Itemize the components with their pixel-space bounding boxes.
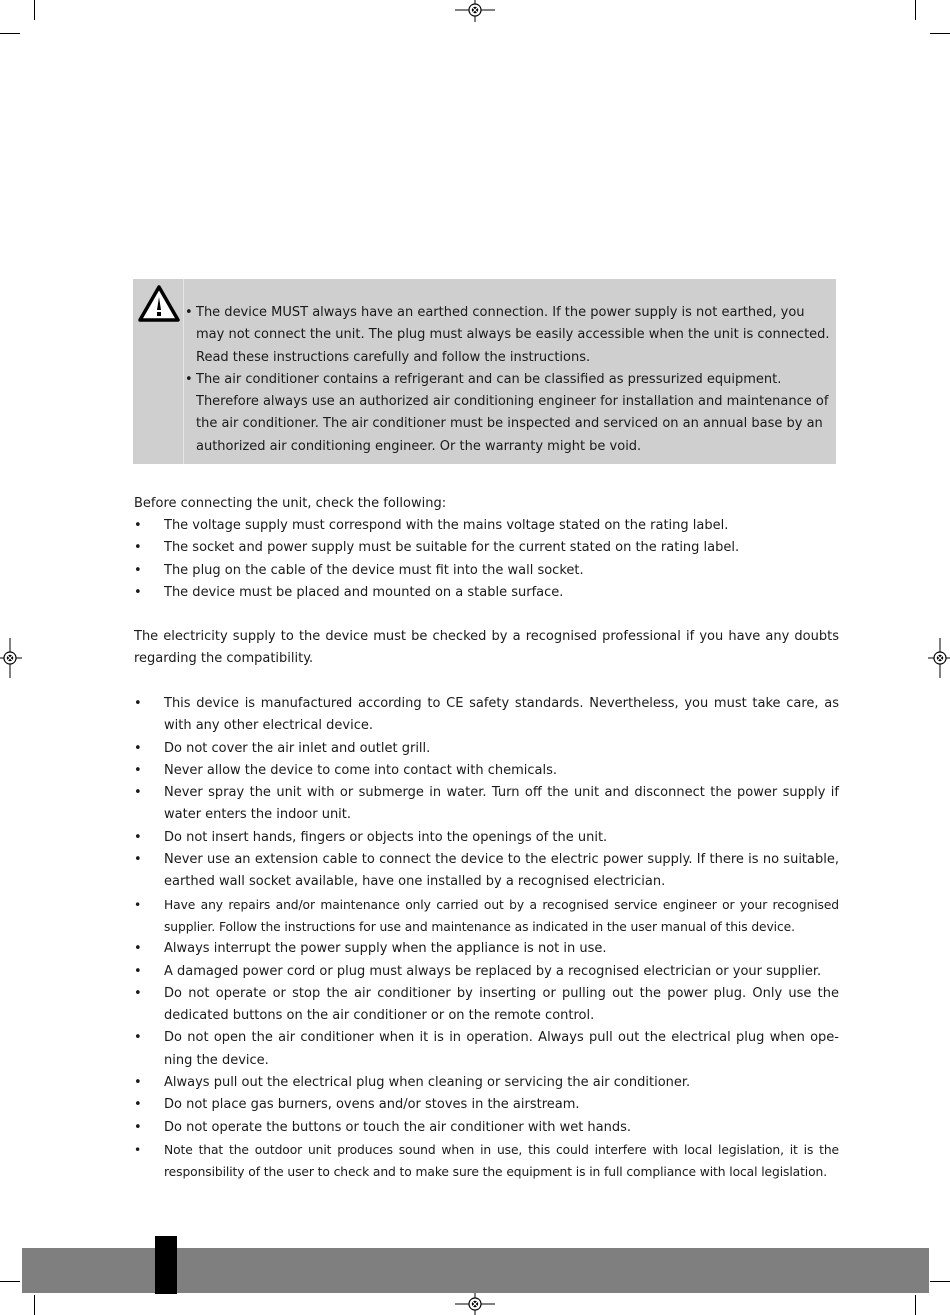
registration-mark-icon: [455, 0, 495, 22]
list-item: • Have any repairs and/or maintenance only carried out by a recognised service engineer or your recognised supplier. Follow the instructions for use and maintenance as indicated in the user manual of this device.: [134, 897, 839, 934]
list-item: • The plug on the cable of the device must fit into the wall socket.: [134, 562, 584, 578]
list-item: • A damaged power cord or plug must always be replaced by a recognised electrician or your supplier.: [134, 963, 822, 979]
crop-mark: [34, 0, 35, 20]
crop-mark: [0, 1281, 20, 1282]
list-item: • Note that the outdoor unit produces sound when in use, this could interfere with local legislation, it is the responsibility of the user to check and to make sure the equipment is in full compliance with local legislation.: [134, 1142, 839, 1180]
registration-mark-icon: [0, 638, 22, 678]
list-item: • Do not cover the air inlet and outlet grill.: [134, 740, 431, 756]
list-item: • Never use an extension cable to connect the device to the electric power supply. If there is no suitable, earthed wall socket available, have one installed by a recognised electrician.: [134, 852, 839, 890]
crop-mark: [0, 33, 20, 34]
warning-divider: [183, 279, 184, 464]
warning-item: • The device MUST always have an earthed connection. If the power supply is not earthed, you may not connect the unit. The plug must always be easily accessible when the unit is connected. Read these instructions carefully and follow the instructions.: [185, 302, 830, 369]
list-item: • Do not operate or stop the air conditioner by inserting or pulling out the power plug. Only use the dedicated buttons on the air conditioner or on the remote control.: [134, 985, 839, 1024]
list-item: • Never allow the device to come into contact with chemicals.: [134, 762, 557, 778]
crop-mark: [34, 1295, 35, 1315]
list-item: • Do not place gas burners, ovens and/or stoves in the airstream.: [134, 1097, 580, 1113]
list-item: • Always pull out the electrical plug when cleaning or servicing the air conditioner.: [134, 1075, 691, 1091]
checks-list: [134, 515, 839, 604]
list-item: • This device is manufactured according to CE safety standards. Nevertheless, you must take care, as with any other electrical device.: [134, 696, 839, 734]
registration-mark-icon: [928, 638, 950, 678]
list-item: • The device must be placed and mounted on a stable surface.: [134, 584, 564, 600]
list-item: • The socket and power supply must be suitable for the current stated on the rating label.: [134, 540, 740, 556]
crop-mark: [915, 0, 916, 20]
list-item: • Do not open the air conditioner when it is in operation. Always pull out the electrical plug when ope-ning the device.: [134, 1030, 839, 1068]
list-item: • Always interrupt the power supply when the appliance is not in use.: [134, 941, 607, 957]
list-item: • The voltage supply must correspond with the mains voltage stated on the rating label.: [134, 518, 729, 533]
warning-item: • The air conditioner contains a refrigerant and can be classified as pressurized equipment. Therefore always use an authorized air conditioning engineer for installation and maintenance of the air conditioner. The air conditioner must be inspected and serviced on an annual base by an authorized air conditioning engineer. Or the warranty might be void.: [185, 369, 830, 458]
safety-list: [134, 693, 839, 1184]
crop-mark: [930, 1281, 950, 1282]
warning-box: [133, 279, 836, 464]
warning-triangle-icon: [138, 285, 180, 323]
list-item: • Never spray the unit with or submerge in water. Turn off the unit and disconnect the power supply if water enters the indoor unit.: [134, 785, 839, 823]
crop-mark: [915, 1295, 916, 1315]
list-item: • Do not insert hands, fingers or objects into the openings of the unit.: [134, 829, 608, 845]
electricity-note: The electricity supply to the device must be checked by a recognised professional if you have any doubts regarding the compatibility.: [134, 629, 839, 667]
warning-list: [185, 302, 830, 458]
crop-mark: [930, 33, 950, 34]
registration-mark-icon: [455, 1293, 495, 1315]
footer-tab: [155, 1236, 177, 1294]
list-item: • Do not operate the buttons or touch the air conditioner with wet hands.: [134, 1119, 632, 1135]
checks-intro: Before connecting the unit, check the following:: [134, 496, 447, 511]
